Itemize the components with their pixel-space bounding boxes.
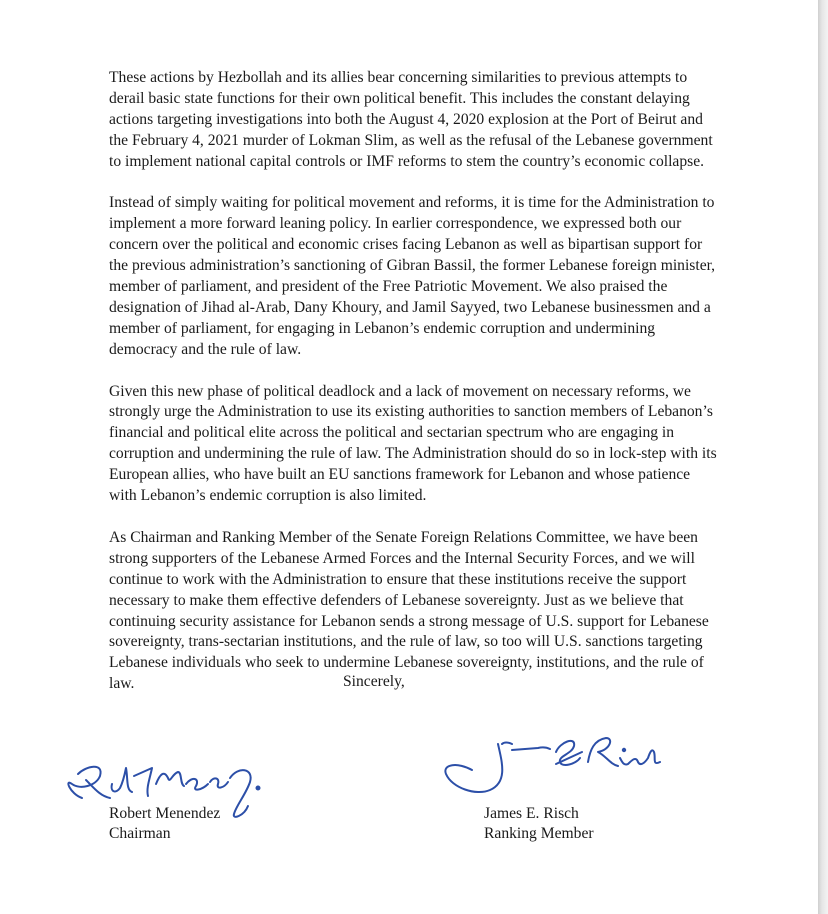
risch-signature [438, 722, 678, 802]
letter-body [109, 68, 721, 716]
paragraph-forward-policy: Instead of simply waiting for political movement and reforms, it is time for the Administration to implement a more forward leaning policy. In earlier correspondence, we expressed both our concern over the political and economic crises facing Lebanon as well as bipartisan support for the previous administration’s sanctioning of Gibran Bassil, the former Lebanese foreign minister, member of parliament, and president of the Free Patriotic Movement. We also praised the designation of Jihad al-Arab, Dany Khoury, and Jamil Sayyed, two Lebanese businessmen and a member of parliament, for engaging in Lebanon’s endemic corruption and undermining democracy and the rule of law. [109, 194, 716, 358]
signatory-risch [484, 804, 594, 843]
signatory-name: James E. Risch [484, 805, 579, 822]
signatory-name: Robert Menendez [109, 805, 221, 822]
paragraph-sanctions-urge: Given this new phase of political deadlock and a lack of movement on necessary reforms, we strongly urge the Administration to use its existing authorities to sanction members of Lebanon’s financial and political elite across the political and sectarian spectrum who are engaging in corruption and undermining the rule of law. The Administration should do so in lock-step with its European allies, who have built an EU sanctions framework for Lebanon and whose patience with Lebanon’s endemic corruption is also limited. [109, 382, 717, 505]
paragraph-hezbollah-actions: These actions by Hezbollah and its allies bear concerning similarities to previous attempts to derail basic state functions for their own political benefit. This includes the constant delaying actions targeting investigations into both the August 4, 2020 explosion at the Port of Beirut and the February 4, 2021 murder of Lokman Slim, as well as the refusal of the Lebanese government to implement national capital controls or IMF reforms to stem the country’s economic collapse. [109, 69, 713, 170]
signatory-menendez [109, 804, 220, 843]
signatory-title: Ranking Member [484, 824, 594, 842]
signatory-title: Chairman [109, 824, 171, 842]
paragraph-security-support: As Chairman and Ranking Member of the Senate Foreign Relations Committee, we have been strong supporters of the Lebanese Armed Forces and the Internal Security Forces, and we will continue to work with the Administration to ensure that these institutions receive the support necessary to make them effective defenders of Lebanese sovereignty. Just as we believe that continuing security assistance for Lebanon sends a strong message of U.S. support for Lebanese sovereignty, trans-sectarian institutions, and the rule of law, so too will U.S. sanctions targeting Lebanese individuals who seek to undermine Lebanese sovereignty, institutions, and the rule of law. [109, 528, 709, 693]
page-edge-shadow [818, 0, 828, 914]
closing-salutation: Sincerely, [343, 673, 405, 690]
